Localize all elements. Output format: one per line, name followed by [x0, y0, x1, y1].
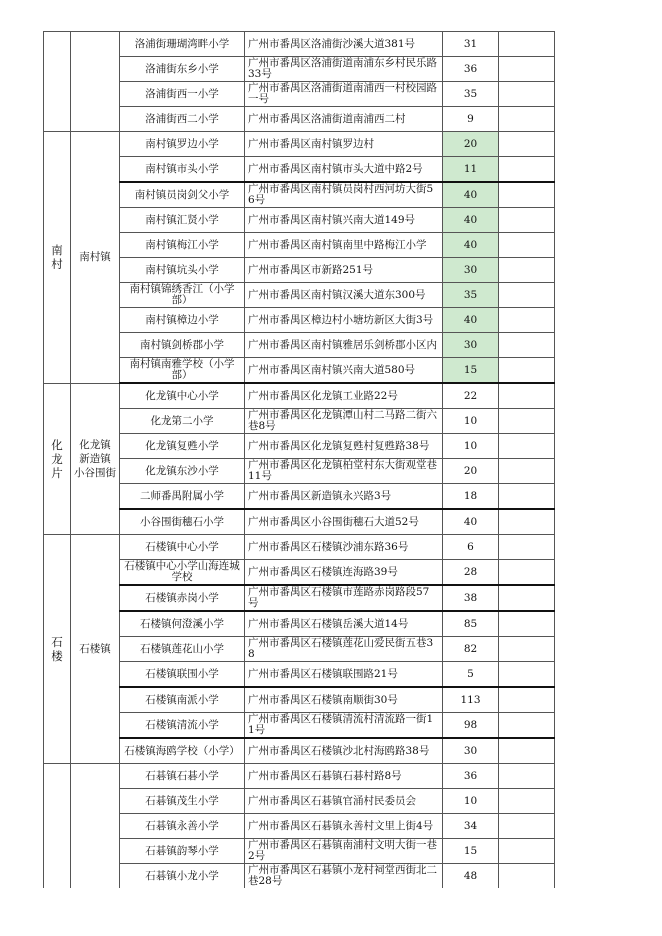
school-name-cell: 石碁镇永善小学 — [120, 814, 245, 839]
address-cell: 广州市番禺区洛浦街沙溪大道381号 — [245, 32, 443, 57]
school-name-cell: 石碁镇石碁小学 — [120, 764, 245, 789]
count-cell: 40 — [443, 509, 499, 535]
table-row — [44, 637, 555, 662]
note-cell — [499, 333, 555, 358]
table-row — [44, 585, 555, 611]
table-row — [44, 132, 555, 157]
note-cell — [499, 157, 555, 183]
address-cell: 广州市番禺区石碁镇永善村文里上街4号 — [245, 814, 443, 839]
count-cell: 40 — [443, 308, 499, 333]
count-cell: 82 — [443, 637, 499, 662]
address-cell: 广州市番禺区石碁镇石碁村路8号 — [245, 764, 443, 789]
note-cell — [499, 283, 555, 308]
address-cell: 广州市番禺区南村镇南里中路梅江小学 — [245, 233, 443, 258]
table-row — [44, 82, 555, 107]
address-cell: 广州市番禺区化龙镇工业路22号 — [245, 383, 443, 409]
school-name-cell: 洛浦街西一小学 — [120, 82, 245, 107]
count-cell: 30 — [443, 738, 499, 764]
school-name-cell: 洛浦街东乡小学 — [120, 57, 245, 82]
table-row — [44, 611, 555, 637]
table-row — [44, 283, 555, 308]
count-cell: 48 — [443, 864, 499, 889]
address-cell: 广州市番禺区石楼镇连海路39号 — [245, 560, 443, 586]
school-name-cell: 石楼镇赤岗小学 — [120, 585, 245, 611]
school-name-cell: 化龙镇东沙小学 — [120, 459, 245, 484]
address-cell: 广州市番禺区南村镇市头大道中路2号 — [245, 157, 443, 183]
note-cell — [499, 82, 555, 107]
note-cell — [499, 637, 555, 662]
note-cell — [499, 434, 555, 459]
school-name-cell: 洛浦街西二小学 — [120, 107, 245, 132]
note-cell — [499, 358, 555, 384]
town-cell — [71, 32, 120, 132]
count-cell: 30 — [443, 258, 499, 283]
count-cell: 98 — [443, 713, 499, 739]
school-name-cell: 石碁镇茂生小学 — [120, 789, 245, 814]
table-row — [44, 308, 555, 333]
address-cell: 广州市番禺区南村镇兴南大道149号 — [245, 208, 443, 233]
note-cell — [499, 32, 555, 57]
table-row — [44, 864, 555, 889]
address-cell: 广州市番禺区石楼镇清流村清流路一街11号 — [245, 713, 443, 739]
table-row — [44, 358, 555, 384]
count-cell: 28 — [443, 560, 499, 586]
school-name-cell: 南村镇市头小学 — [120, 157, 245, 183]
address-cell: 广州市番禺区石楼镇莲花山爱民街五巷38 — [245, 637, 443, 662]
school-name-cell: 石楼镇何澄溪小学 — [120, 611, 245, 637]
note-cell — [499, 814, 555, 839]
note-cell — [499, 560, 555, 586]
count-cell: 85 — [443, 611, 499, 637]
school-name-cell: 南村镇罗边小学 — [120, 132, 245, 157]
school-name-cell: 石楼镇莲花山小学 — [120, 637, 245, 662]
count-cell: 36 — [443, 57, 499, 82]
table-row — [44, 662, 555, 688]
count-cell: 22 — [443, 383, 499, 409]
count-cell: 34 — [443, 814, 499, 839]
address-cell: 广州市番禺区化龙镇柏堂村东大街观堂巷11号 — [245, 459, 443, 484]
note-cell — [499, 764, 555, 789]
address-cell: 广州市番禺区石楼镇沙浦东路36号 — [245, 535, 443, 560]
school-name-cell: 南村镇南雅学校（小学部） — [120, 358, 245, 384]
school-name-cell: 石碁镇韵琴小学 — [120, 839, 245, 864]
school-name-cell: 石楼镇海鸥学校（小学） — [120, 738, 245, 764]
address-cell: 广州市番禺区洛浦街道南浦西一村校园路一号 — [245, 82, 443, 107]
town-cell: 南村镇 — [71, 132, 120, 384]
address-cell: 广州市番禺区洛浦街道南浦东乡村民乐路33号 — [245, 57, 443, 82]
school-name-cell: 石楼镇清流小学 — [120, 713, 245, 739]
school-name-cell: 小谷围街穗石小学 — [120, 509, 245, 535]
table-row — [44, 560, 555, 586]
table-row — [44, 509, 555, 535]
table-row — [44, 687, 555, 713]
count-cell: 30 — [443, 333, 499, 358]
count-cell: 40 — [443, 233, 499, 258]
address-cell: 广州市番禺区洛浦街道南浦西二村 — [245, 107, 443, 132]
note-cell — [499, 789, 555, 814]
count-cell: 35 — [443, 82, 499, 107]
school-name-cell: 化龙镇复甦小学 — [120, 434, 245, 459]
school-name-cell: 南村镇锦绣香江（小学部） — [120, 283, 245, 308]
area-cell — [44, 764, 71, 889]
count-cell: 31 — [443, 32, 499, 57]
count-cell: 20 — [443, 459, 499, 484]
school-name-cell: 南村镇梅江小学 — [120, 233, 245, 258]
address-cell: 广州市番禺区石碁镇南浦村文明大街一巷2号 — [245, 839, 443, 864]
address-cell: 广州市番禺区南村镇罗边村 — [245, 132, 443, 157]
school-name-cell: 石楼镇中心小学山海连城学校 — [120, 560, 245, 586]
school-name-cell: 化龙第二小学 — [120, 409, 245, 434]
address-cell: 广州市番禺区南村镇员岗村西河坊大街56号 — [245, 182, 443, 208]
address-cell: 广州市番禺区石楼镇岳溪大道14号 — [245, 611, 443, 637]
address-cell: 广州市番禺区南村镇雅居乐剑桥郡小区内 — [245, 333, 443, 358]
school-name-cell: 石楼镇中心小学 — [120, 535, 245, 560]
address-cell: 广州市番禺区市新路251号 — [245, 258, 443, 283]
area-cell: 南 村 — [44, 132, 71, 384]
address-cell: 广州市番禺区樟边村小塘坊新区大街3号 — [245, 308, 443, 333]
school-name-cell: 洛浦街珊瑚湾畔小学 — [120, 32, 245, 57]
count-cell: 35 — [443, 283, 499, 308]
table-row — [44, 107, 555, 132]
table-row — [44, 459, 555, 484]
note-cell — [499, 839, 555, 864]
address-cell: 广州市番禺区新造镇永兴路3号 — [245, 484, 443, 510]
table-row — [44, 789, 555, 814]
address-cell: 广州市番禺区石楼镇市莲路赤岗路段57号 — [245, 585, 443, 611]
table-row — [44, 208, 555, 233]
table-row — [44, 713, 555, 739]
school-name-cell: 南村镇汇贤小学 — [120, 208, 245, 233]
school-name-cell: 南村镇员岗剑父小学 — [120, 182, 245, 208]
count-cell: 20 — [443, 132, 499, 157]
table-row — [44, 383, 555, 409]
address-cell: 广州市番禺区南村镇汉溪大道东300号 — [245, 283, 443, 308]
note-cell — [499, 864, 555, 889]
table-row — [44, 839, 555, 864]
note-cell — [499, 258, 555, 283]
count-cell: 113 — [443, 687, 499, 713]
table-row — [44, 484, 555, 510]
school-name-cell: 石楼镇联围小学 — [120, 662, 245, 688]
note-cell — [499, 662, 555, 688]
note-cell — [499, 132, 555, 157]
count-cell: 10 — [443, 409, 499, 434]
count-cell: 15 — [443, 839, 499, 864]
school-name-cell: 石碁镇小龙小学 — [120, 864, 245, 889]
school-name-cell: 南村镇坑头小学 — [120, 258, 245, 283]
address-cell: 广州市番禺区石碁镇小龙村祠堂西街北二巷28号 — [245, 864, 443, 889]
count-cell: 15 — [443, 358, 499, 384]
table-row — [44, 814, 555, 839]
school-name-cell: 南村镇剑桥郡小学 — [120, 333, 245, 358]
table-row — [44, 535, 555, 560]
address-cell: 广州市番禺区小谷围街穗石大道52号 — [245, 509, 443, 535]
area-cell: 化 龙 片 — [44, 383, 71, 535]
note-cell — [499, 687, 555, 713]
address-cell: 广州市番禺区石楼镇南顺街30号 — [245, 687, 443, 713]
table-row — [44, 32, 555, 57]
note-cell — [499, 484, 555, 510]
count-cell: 36 — [443, 764, 499, 789]
note-cell — [499, 585, 555, 611]
address-cell: 广州市番禺区石碁镇官涌村民委员会 — [245, 789, 443, 814]
table-row — [44, 57, 555, 82]
table-row — [44, 738, 555, 764]
note-cell — [499, 233, 555, 258]
count-cell: 38 — [443, 585, 499, 611]
note-cell — [499, 208, 555, 233]
note-cell — [499, 308, 555, 333]
note-cell — [499, 738, 555, 764]
note-cell — [499, 459, 555, 484]
town-cell — [71, 764, 120, 889]
table-row — [44, 333, 555, 358]
note-cell — [499, 535, 555, 560]
count-cell: 40 — [443, 182, 499, 208]
school-name-cell: 化龙镇中心小学 — [120, 383, 245, 409]
area-cell: 石 楼 — [44, 535, 71, 764]
count-cell: 9 — [443, 107, 499, 132]
table-row — [44, 157, 555, 183]
note-cell — [499, 383, 555, 409]
table-row — [44, 182, 555, 208]
address-cell: 广州市番禺区石楼镇沙北村海鸥路38号 — [245, 738, 443, 764]
school-name-cell: 石楼镇南派小学 — [120, 687, 245, 713]
town-cell: 石楼镇 — [71, 535, 120, 764]
note-cell — [499, 57, 555, 82]
table-row — [44, 434, 555, 459]
school-name-cell: 二师番禺附属小学 — [120, 484, 245, 510]
count-cell: 5 — [443, 662, 499, 688]
count-cell: 11 — [443, 157, 499, 183]
note-cell — [499, 107, 555, 132]
table-row — [44, 764, 555, 789]
note-cell — [499, 182, 555, 208]
count-cell: 10 — [443, 789, 499, 814]
count-cell: 10 — [443, 434, 499, 459]
note-cell — [499, 611, 555, 637]
table-row — [44, 233, 555, 258]
table-row — [44, 409, 555, 434]
address-cell: 广州市番禺区南村镇兴南大道580号 — [245, 358, 443, 384]
address-cell: 广州市番禺区石楼镇联围路21号 — [245, 662, 443, 688]
school-name-cell: 南村镇樟边小学 — [120, 308, 245, 333]
count-cell: 6 — [443, 535, 499, 560]
table-row — [44, 258, 555, 283]
school-table — [43, 31, 555, 888]
area-cell — [44, 32, 71, 132]
count-cell: 18 — [443, 484, 499, 510]
address-cell: 广州市番禺区化龙镇复甦村复甦路38号 — [245, 434, 443, 459]
address-cell: 广州市番禺区化龙镇潭山村二马路二街六巷8号 — [245, 409, 443, 434]
count-cell: 40 — [443, 208, 499, 233]
note-cell — [499, 509, 555, 535]
town-cell: 化龙镇 新造镇 小谷围街 — [71, 383, 120, 535]
note-cell — [499, 409, 555, 434]
note-cell — [499, 713, 555, 739]
